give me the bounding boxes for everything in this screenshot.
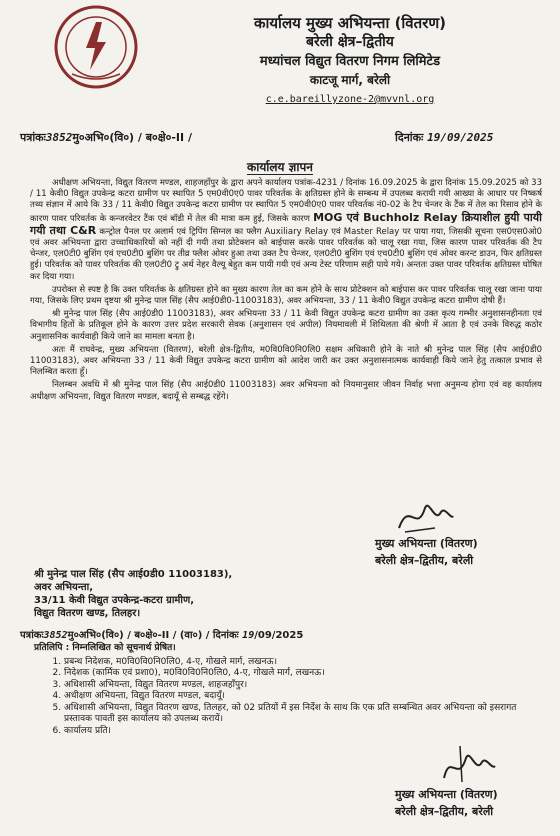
- list-item: 5. अधिशासी अभियन्ता, विद्युत वितरण खण्ड, तिलहर, को 02 प्रतियों में इस निर्देश के साथ कि एक प्रति सम्बन्धित अवर अभियन्ता को इसरागत प्रस्तावक पावती इस कार्यालय को उपलब्ध करायें।: [64, 703, 534, 726]
- office-address: काटजू मार्ग, बरेली: [309, 73, 391, 87]
- reference-number-2: पत्रांकः3852मु०अभि०(वि०) / ब०क्षे०-II / (वा०) / दिनांकः 19/09/2025: [20, 630, 304, 641]
- list-item: 2. निदेशक (कार्मिक एवं प्रशा0), म0वि0वि0नि0लि0, 4-ए, गोखले मार्ग, लखनऊ।: [64, 668, 534, 680]
- mvvnl-logo: [42, 4, 150, 90]
- paragraph-5: निलम्बन अवधि में श्री मुनेन्द्र पाल सिंह (सैप आई0डी0 11003183) अवर अभियन्ता को नियमानुसार जीवन निर्वाह भत्ता अनुमन्य होगा एवं वह कार्यालय अधीक्षण अभियन्ता, विद्युत वितरण मण्डल, बदायूँ से सम्बद्ध रहेंगे।: [30, 380, 542, 402]
- paragraph-4: अतः मैं राघवेन्द्र, मुख्य अभियन्ता (वितरण), बरेली क्षेत्र-द्वितीय, म0वि0वि0नि0लि0 सक्षम अधिकारी होने के नाते श्री मुनेन्द्र पाल सिंह (सैप आई0डी0 11003183), अवर अभियन्ता 33 / 11 केवी विद्युत उपकेन्द्र कटरा ग्रामीण को आदेश जारी कर उक्त अनुशासनात्मक कार्यवाही किये जाने हेतु तत्काल प्रभाव से निलम्बित करता हूँ।: [30, 344, 542, 378]
- zone-name: बरेली क्षेत्र–द्वितीय: [306, 34, 394, 50]
- addressee-block: श्री मुनेन्द्र पाल सिंह (सैप आई0डी0 11003183), अवर अभियन्ता, 33/11 केवी विद्युत उपकेन्द्र-कटरा ग्रामीण, विद्युत वितरण खण्ड, तिलहर।: [34, 569, 233, 619]
- list-item: 1. प्रबन्ध निदेशक, म0वि0वि0नि0लि0, 4-ए, गोखले मार्ग, लखनऊ।: [64, 657, 534, 669]
- memo-body: [30, 178, 542, 405]
- signature-mark-2: [438, 742, 498, 788]
- paragraph-1: अधीक्षण अभियन्ता, विद्युत वितरण मण्डल, शाहजहाँपुर के द्वारा अपने कार्यालय पत्रांक-4231 / दिनांक 16.09.2025 के द्वारा दिनांक 15.09.2025 को 33 / 11 केवी0 विद्युत उपकेन्द्र कटरा ग्रामीण पर स्थापित 5 एम0वी0ए0 पावर परिवर्तक के क्षतिग्रस्त होने के सम्बन्ध में उपलब्ध करायी गयी आख्या के आधार पर निष्कर्ष तथ्य संज्ञान में आये कि 33 / 11 केवी0 विद्युत उपकेन्द्र कटरा ग्रामीण पर स्थापित 5 एम0वी0ए0 पावर परिवर्तक नं0-02 के टैप चेन्जर के टैंक में तेल का रिसाव होने के कारण पावर परिवर्तक के कन्जरवेटर टैंक एवं बॉडी में तेल की मात्रा कम हुई, जिसके कारण MOG एवं Buchholz Relay क्रियाशील हुयी पायी गयी तथा C&R कन्ट्रोल पैनल पर अलार्म एवं ट्रिपिंग सिग्नल का फ्लैग Auxiliary Relay एवं Master Relay पर पाया गया, जिसकी सूचना एस0एस0ओ0 एवं अवर अभियन्ता द्वारा उच्चाधिकारियों को नहीं दी गयी तथा प्रोटेक्शन को बाईपास करके पावर परिवर्तक को चालू रखा गया, जिस कारण पावर परिवर्तक की टैप चेन्जर, एल0टी0 बुशिंग एवं एच0टी0 बुशिंग पर तीव्र फ्लैश ओवर हुआ तथा उक्त टैप चेन्जर, एल0टी0 बुशिंग एवं एच0टी0 बुशिंग एवं ओवर करन्ट डाउन, फिर क्षतिग्रस्त हुई। परिवर्तक को पावर परिवर्तक की एल0टी0 ट्रु अर्थ नेहर वैल्यू बेहुत कम पायी गयी एवं अन्य टेस्ट परिणाम सही पाये गये। अन्ततः उक्त पावर परिवर्तक क्षतिग्रस्त घोषित कर दिया गया।: [30, 178, 543, 282]
- memo-title: कार्यालय ज्ञापन: [247, 160, 313, 174]
- paragraph-2: उपरोक्त से स्पष्ट है कि उक्त परिवर्तक के क्षतिग्रस्त होने का मुख्य कारण तेल का कम होने के साथ प्रोटेक्शन को बाईपास कर पावर परिवर्तक चालू रखा जाना पाया गया, जिसके लिए प्रथम दृष्टया श्री मुनेन्द्र पाल सिंह (सैप आई0डी0-11003183), अवर अभियन्ता, 33 / 11 केवी0 विद्युत उपकेन्द्र कटरा ग्रामीण दोषी हैं।: [30, 284, 542, 307]
- ref-number-handwritten: 3852: [45, 131, 73, 144]
- copy-to-list: [34, 643, 534, 737]
- signatory-block-2: [395, 786, 498, 820]
- signatory-designation: मुख्य अभियन्ता (वितरण): [375, 537, 478, 550]
- signatory-block: [375, 535, 478, 569]
- copy-to-heading: प्रतिलिपि : निम्नलिखित को सूचनार्थ प्रेषित।: [34, 643, 176, 653]
- reference-number: पत्रांकः3852मु०अभि०(वि०) / ब०क्षे०-II /: [20, 131, 192, 144]
- paragraph-3: श्री मुनेन्द्र पाल सिंह (सैप आई0डी0 11003183), अवर अभियन्ता 33 / 11 केवी विद्युत उपकेन्द्र कटरा ग्रामीण का उक्त कृत्य गम्भीर अनुशासनहीनता एवं विभागीय हितों के प्रतिकूल होने के कारण उत्तर प्रदेश सरकारी सेवक (अनुशासन एवं अपील) नियमावली में शिथिलता की श्रेणी में आता है एवं उनके विरुद्ध कठोर अनुशासनिक कार्यवाही किये जाने का मामला बनता है।: [30, 309, 542, 342]
- office-email: c.e.bareillyzone-2@mvvnl.org: [265, 94, 435, 105]
- company-name: मध्यांचल विद्युत वितरण निगम लिमिटेड: [259, 54, 441, 69]
- signatory-zone: बरेली क्षेत्र–द्वितीय, बरेली: [375, 554, 474, 567]
- signatory-designation: मुख्य अभियन्ता (वितरण): [395, 788, 498, 801]
- signatory-zone: बरेली क्षेत्र–द्वितीय, बरेली: [395, 805, 494, 818]
- letterhead: [200, 14, 500, 109]
- reference-date: दिनांकः 19/09/2025: [395, 131, 494, 144]
- list-item: 3. अधिशासी अभियन्ता, विद्युत वितरण मण्डल, शाहजहाँपुर।: [64, 680, 534, 692]
- list-item: 4. अधीक्षण अभियन्ता, विद्युत वितरण मण्डल, बदायूँ।: [64, 691, 534, 703]
- office-title: कार्यालय मुख्य अभियन्ता (वितरण): [253, 14, 447, 32]
- list-item: 6. कार्यालय प्रति।: [64, 726, 534, 738]
- signature-mark: [395, 494, 455, 538]
